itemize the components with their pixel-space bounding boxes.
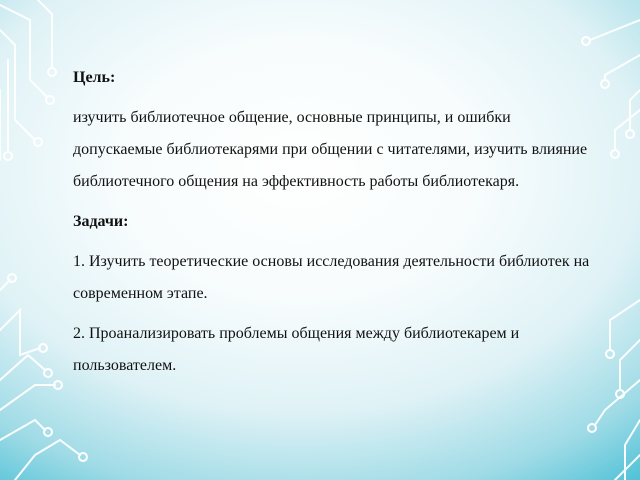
task-item-2: 2. Проанализировать проблемы общения между библиотекарем и пользователем. xyxy=(73,325,520,374)
task-item-1: 1. Изучить теоретические основы исследования деятельности библиотек на современном этапе. xyxy=(73,253,590,302)
tasks-heading: Задачи: xyxy=(73,213,129,230)
goal-text: изучить библиотечное общение, основные принципы, и ошибки допускаемые библиотекарями при общении с читателями, изучить влияние библиотечного общения на эффективность работы библиотекаря. xyxy=(73,109,588,190)
slide-content xyxy=(73,62,593,382)
goal-heading: Цель: xyxy=(73,69,116,86)
